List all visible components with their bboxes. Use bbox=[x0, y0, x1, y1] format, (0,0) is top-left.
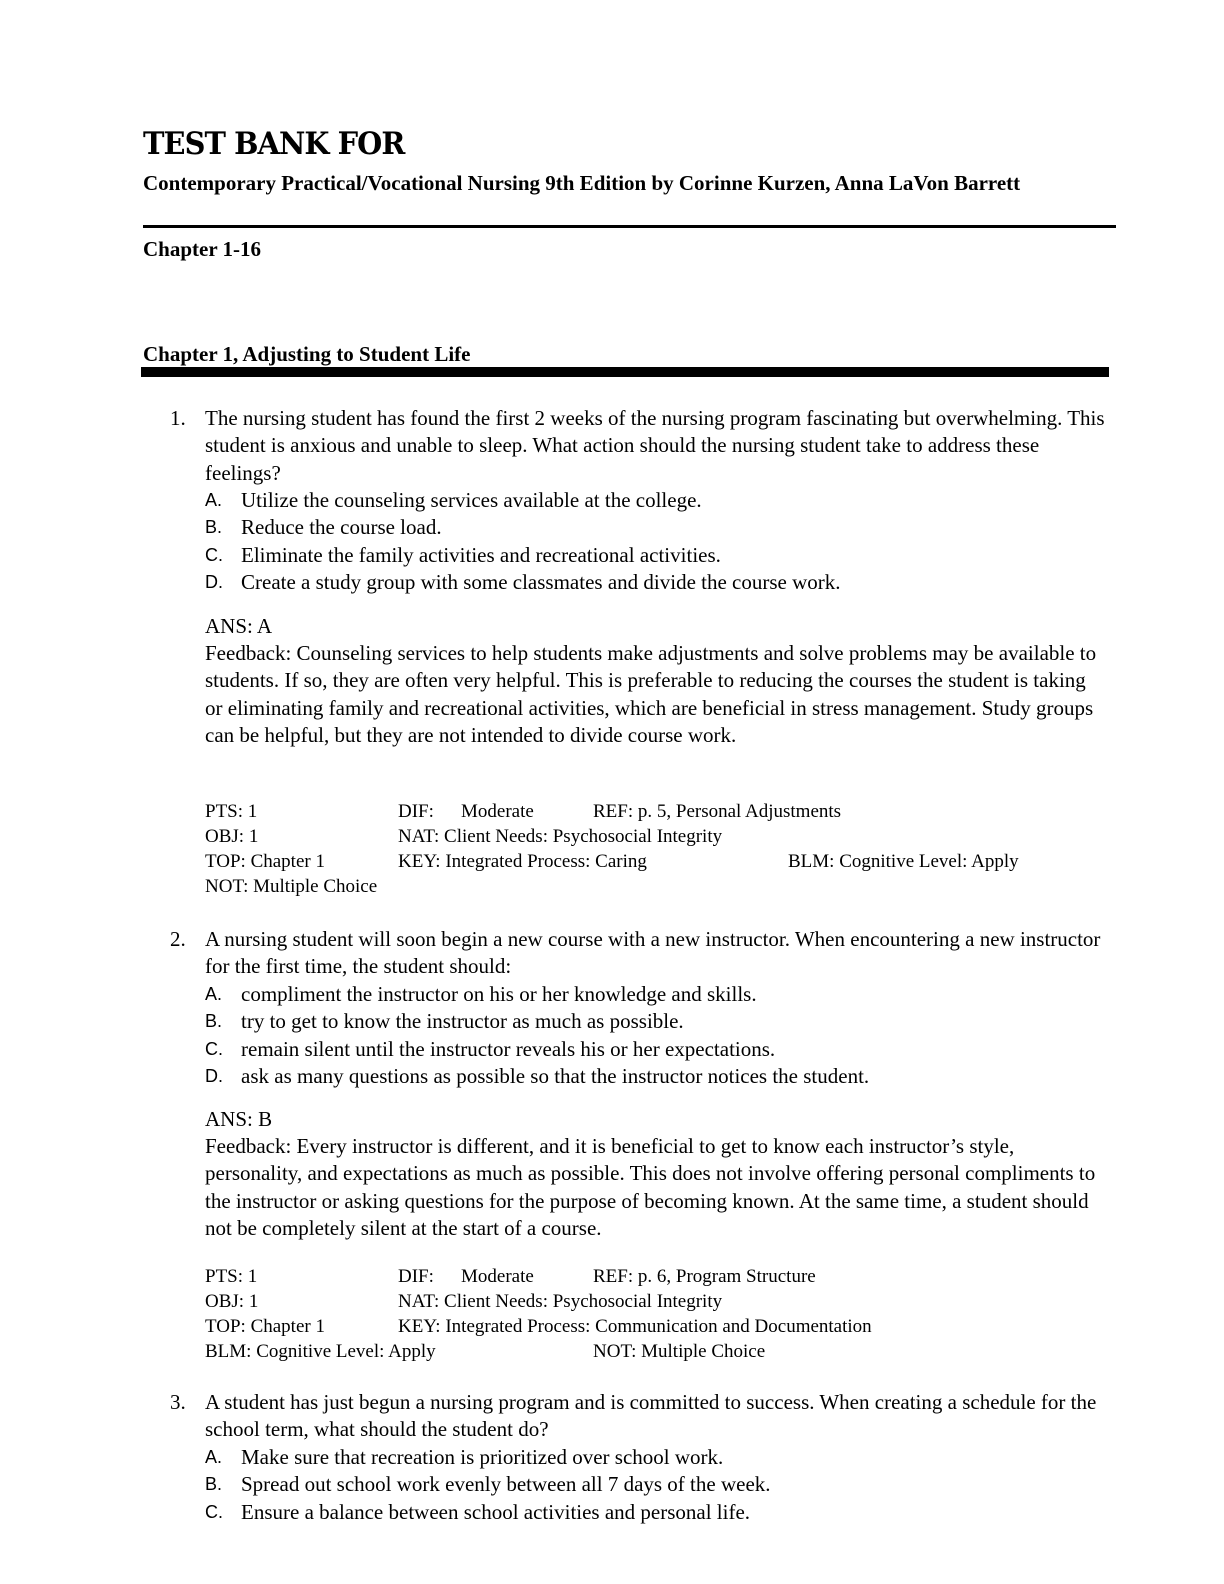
meta-pts: PTS: 1 bbox=[205, 1266, 258, 1287]
meta-dif-value: Moderate bbox=[461, 801, 534, 822]
option-list bbox=[205, 1444, 1105, 1526]
question-number: 1. bbox=[170, 406, 186, 430]
option-letter: B. bbox=[205, 1011, 223, 1032]
option-letter: D. bbox=[205, 571, 223, 592]
option-a bbox=[205, 981, 1105, 1008]
question-stem: A nursing student will soon begin a new course with a new instructor. When encountering a new instructor for the first time, the student should: bbox=[205, 927, 1101, 979]
option-text: ask as many questions as possible so that the instructor notices the student. bbox=[241, 1063, 870, 1088]
answer: ANS: A bbox=[205, 614, 273, 638]
feedback: Feedback: Counseling services to help students make adjustments and solve problems may be available to students. If so, they are often very helpful. This is preferable to reducing the courses the student is taking or eliminating family and recreational activities, which are beneficial in stress management. Study groups can be helpful, but they are not intended to divide course work. bbox=[205, 641, 1097, 747]
option-letter: C. bbox=[205, 544, 223, 565]
option-list bbox=[205, 487, 1105, 596]
option-c bbox=[205, 542, 1105, 569]
option-c bbox=[205, 1499, 1105, 1526]
option-text: Ensure a balance between school activities and personal life. bbox=[241, 1499, 751, 1524]
option-letter: C. bbox=[205, 1501, 223, 1522]
option-letter: B. bbox=[205, 1474, 223, 1495]
question-number: 2. bbox=[170, 927, 186, 951]
meta-not: NOT: Multiple Choice bbox=[593, 1341, 766, 1362]
option-letter: A. bbox=[205, 984, 223, 1004]
option-text: remain silent until the instructor reveals his or her expectations. bbox=[241, 1036, 776, 1061]
option-text: compliment the instructor on his or her knowledge and skills. bbox=[241, 982, 757, 1006]
option-text: try to get to know the instructor as much as possible. bbox=[241, 1009, 684, 1034]
meta-key: KEY: Integrated Process: Communication and Documentation bbox=[398, 1316, 872, 1337]
meta-ref: REF: p. 6, Program Structure bbox=[593, 1266, 816, 1287]
option-d bbox=[205, 569, 1105, 596]
option-text: Make sure that recreation is prioritized over school work. bbox=[241, 1445, 724, 1469]
meta-dif: DIF: bbox=[398, 801, 434, 822]
option-letter: A. bbox=[205, 490, 223, 510]
question-number: 3. bbox=[170, 1390, 186, 1414]
option-letter: B. bbox=[205, 517, 223, 538]
option-a bbox=[205, 487, 1105, 514]
meta-obj: OBJ: 1 bbox=[205, 826, 259, 847]
meta-key: KEY: Integrated Process: Caring bbox=[398, 851, 647, 872]
meta-nat: NAT: Client Needs: Psychosocial Integrity bbox=[398, 1291, 723, 1312]
option-text: Utilize the counseling services available at the college. bbox=[241, 488, 702, 512]
option-text: Create a study group with some classmates and divide the course work. bbox=[241, 569, 841, 594]
chapter-title: Chapter 1, Adjusting to Student Life bbox=[143, 342, 471, 366]
chapter-range: Chapter 1-16 bbox=[143, 237, 262, 261]
meta-obj: OBJ: 1 bbox=[205, 1291, 259, 1312]
option-b bbox=[205, 514, 1105, 541]
option-b bbox=[205, 1008, 1105, 1035]
option-letter: D. bbox=[205, 1065, 223, 1086]
answer: ANS: B bbox=[205, 1107, 273, 1131]
option-c bbox=[205, 1036, 1105, 1063]
question-stem: A student has just begun a nursing program and is committed to success. When creating a schedule for the school term, what should the student do? bbox=[205, 1390, 1097, 1442]
option-text: Reduce the course load. bbox=[241, 515, 442, 540]
meta-nat: NAT: Client Needs: Psychosocial Integrity bbox=[398, 826, 723, 847]
meta-not: NOT: Multiple Choice bbox=[205, 876, 378, 897]
test-bank-heading: TEST BANK FOR bbox=[143, 126, 405, 162]
meta-ref: REF: p. 5, Personal Adjustments bbox=[593, 801, 842, 822]
chapter-rule bbox=[141, 367, 1109, 377]
meta-pts: PTS: 1 bbox=[205, 801, 258, 822]
header-rule bbox=[143, 225, 1116, 228]
meta-dif-value: Moderate bbox=[461, 1266, 534, 1287]
option-letter: A. bbox=[205, 1447, 223, 1467]
option-list bbox=[205, 981, 1105, 1090]
option-letter: C. bbox=[205, 1038, 223, 1059]
option-d bbox=[205, 1063, 1105, 1090]
option-a bbox=[205, 1444, 1105, 1471]
book-title: Contemporary Practical/Vocational Nursing 9th Edition by Corinne Kurzen, Anna LaVon Barrett bbox=[143, 171, 1021, 195]
question-stem: The nursing student has found the first 2 weeks of the nursing program fascinating but overwhelming. This student is anxious and unable to sleep. What action should the nursing student take to address these feelings? bbox=[205, 406, 1105, 485]
meta-blm: BLM: Cognitive Level: Apply bbox=[788, 851, 1019, 872]
option-b bbox=[205, 1471, 1105, 1498]
meta-blm: BLM: Cognitive Level: Apply bbox=[205, 1341, 436, 1362]
option-text: Eliminate the family activities and recreational activities. bbox=[241, 542, 721, 567]
option-text: Spread out school work evenly between all 7 days of the week. bbox=[241, 1472, 771, 1497]
meta-top: TOP: Chapter 1 bbox=[205, 1316, 325, 1337]
meta-dif: DIF: bbox=[398, 1266, 434, 1287]
meta-top: TOP: Chapter 1 bbox=[205, 851, 325, 872]
feedback: Feedback: Every instructor is different, and it is beneficial to get to know each instructor’s style, personality, and expectations as much as possible. This does not involve offering personal compliments to the instructor or asking questions for the purpose of becoming known. At the same time, a student should not be completely silent at the start of a course. bbox=[205, 1134, 1096, 1240]
